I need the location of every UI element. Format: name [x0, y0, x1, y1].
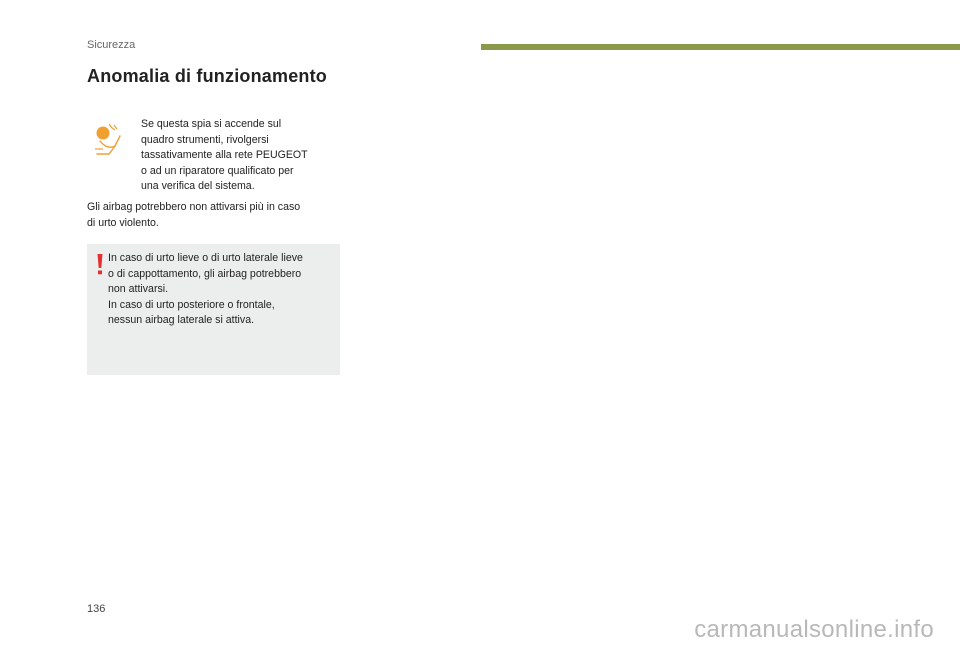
- exclamation-icon: [96, 253, 104, 275]
- page-number: 136: [87, 603, 106, 615]
- warning-box: [87, 244, 340, 375]
- section-label: Sicurezza: [87, 39, 136, 51]
- airbag-warning-lamp-icon: [93, 124, 127, 158]
- watermark: carmanualsonline.info: [694, 616, 934, 643]
- body-paragraph: Gli airbag potrebbero non attivarsi più in caso di urto violento.: [87, 201, 301, 229]
- page-title: Anomalia di funzionamento: [87, 66, 328, 86]
- section-bar: [481, 44, 960, 50]
- warning-text: In caso di urto lieve o di urto laterale lieve o di cappottamento, gli airbag potrebbero non attivarsi. In caso di urto posteriore o frontale, nessun airbag laterale si attiva.: [108, 252, 303, 326]
- warning-lamp-text: Se questa spia si accende sul quadro strumenti, rivolgersi tassativamente alla rete PEUGEOT o ad un riparatore qualificato per una verifica del sistema.: [141, 118, 308, 192]
